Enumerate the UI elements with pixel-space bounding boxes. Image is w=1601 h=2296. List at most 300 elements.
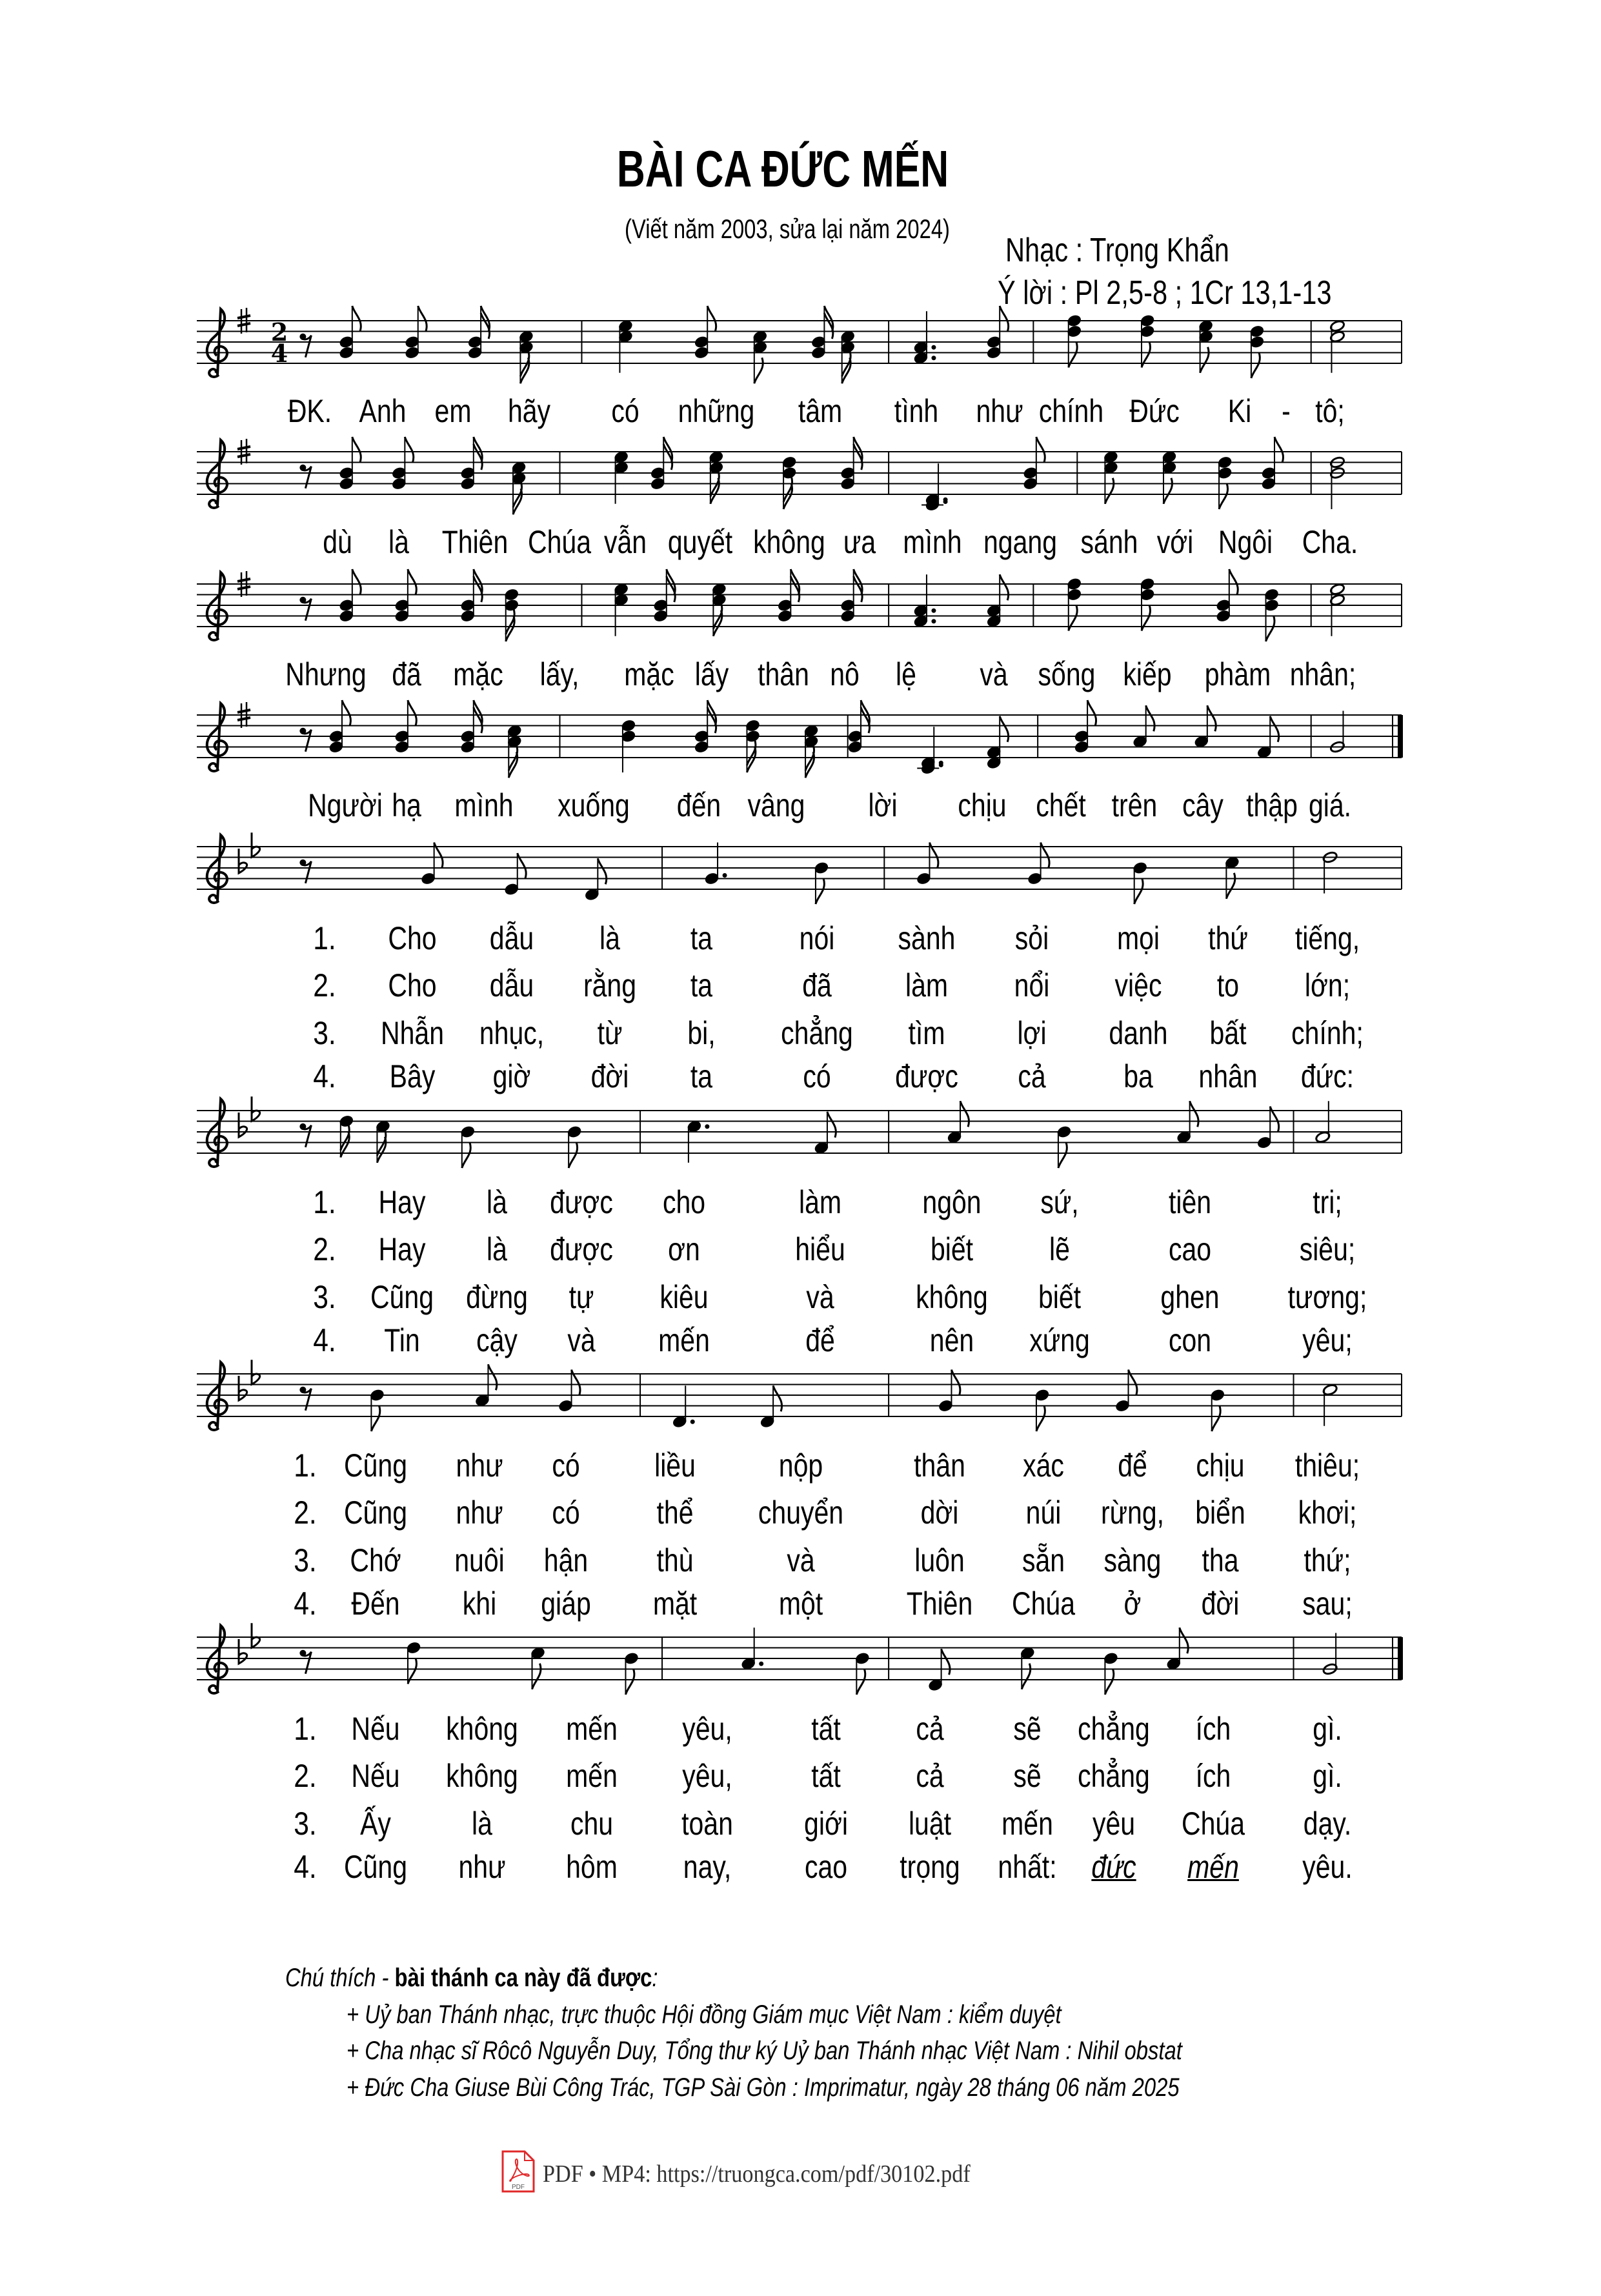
lyric-syllable: chính;: [1291, 1015, 1364, 1051]
lyric-syllable: yêu;: [1302, 1322, 1353, 1358]
note: [405, 306, 427, 359]
note: [460, 437, 483, 490]
note: [511, 461, 527, 514]
lyric-syllable: đức: [1091, 1849, 1136, 1885]
note-flag: [462, 1142, 470, 1168]
lyric-syllable: xác: [1023, 1447, 1065, 1484]
lyric-syllable: Chúa: [1181, 1806, 1245, 1842]
note-flag: [663, 444, 672, 470]
note: [917, 727, 943, 775]
note-flag: [408, 569, 416, 595]
flat-icon: [239, 1639, 247, 1664]
note-flag: [1058, 1142, 1067, 1168]
verse-number: 1.: [313, 920, 336, 956]
lyric-syllable: bi,: [687, 1015, 716, 1051]
lyric-syllable: Hay: [378, 1231, 426, 1267]
pdf-file-icon: [500, 2149, 536, 2194]
note: [840, 437, 863, 490]
note-flag: [1000, 306, 1008, 332]
note: [1074, 700, 1096, 754]
song-title: BÀI CA ĐỨC MẾN: [616, 140, 949, 197]
lyric-syllable: luôn: [914, 1542, 965, 1578]
lyric-syllable: tha: [1202, 1542, 1239, 1578]
lyric-syllable: lấy,: [540, 656, 579, 692]
note: [567, 1125, 582, 1168]
note-flag: [1207, 705, 1216, 731]
note-flag: [854, 444, 862, 470]
sharp-bar: [237, 718, 250, 720]
lyric-syllable: không: [915, 1279, 988, 1315]
annotation-colon: :: [652, 1964, 658, 1992]
note: [1162, 450, 1177, 504]
note-flag: [1270, 716, 1278, 742]
note: [760, 1385, 782, 1429]
lyric-syllable: ngang: [983, 524, 1057, 560]
lyric-syllable: liều: [654, 1447, 696, 1484]
note-flag: [481, 313, 489, 339]
verse-number: 1.: [313, 1184, 336, 1220]
note-flag: [1146, 705, 1154, 731]
annotation-separator: -: [376, 1964, 395, 1992]
note-flag: [532, 1664, 541, 1689]
lyric-syllable: chính: [1039, 393, 1104, 429]
lyric-syllable: nhất:: [998, 1849, 1057, 1885]
note: [1329, 319, 1345, 372]
lyric-syllable: tình: [894, 393, 939, 429]
sharp-bar: [237, 579, 250, 581]
lyric-syllable: vẫn: [604, 524, 647, 560]
flat-icon: [252, 832, 260, 857]
lyric-syllable: đã: [802, 967, 832, 1003]
lyric-syllable: là: [599, 920, 620, 956]
lyric-syllable: lời: [868, 787, 898, 823]
note: [339, 569, 361, 623]
lyric-syllable: Ấy: [360, 1806, 392, 1842]
verse-number: 2.: [294, 1495, 317, 1531]
lyric-syllable: nên: [929, 1322, 974, 1358]
lyric-syllable: sỏi: [1014, 920, 1049, 956]
lyric-syllable: yêu,: [682, 1758, 733, 1794]
flat-icon: [252, 1623, 260, 1647]
flat-path: [252, 1360, 260, 1384]
sharp-bar: [237, 323, 250, 326]
flat-path: [252, 1096, 260, 1121]
note-flag: [474, 707, 482, 733]
note: [507, 724, 522, 778]
note: [467, 306, 490, 359]
flat-path: [239, 1639, 247, 1664]
note: [584, 858, 607, 901]
note: [1056, 1125, 1072, 1168]
note: [1166, 1627, 1189, 1671]
lyric-syllable: xuống: [557, 787, 630, 823]
time-signature-top: 2: [270, 317, 288, 347]
rest-stem: [301, 1389, 311, 1411]
note-flag: [1200, 347, 1209, 373]
lyric-syllable: để: [805, 1322, 835, 1358]
augmentation-dot: [931, 356, 936, 360]
note-flag: [371, 1405, 379, 1431]
lyric-syllable: hiểu: [794, 1231, 845, 1267]
lyric-syllable: cao: [804, 1849, 847, 1885]
note: [1329, 583, 1345, 636]
note-flag: [1226, 873, 1234, 899]
lyric-syllable: hôm: [566, 1849, 618, 1885]
rest-stem: [301, 599, 311, 621]
annotation-item: + Đức Cha Giuse Bùi Công Trác, TGP Sài Gòn : Imprimatur, ngày 28 tháng 06 năm 2025: [347, 2073, 1180, 2102]
note-flag: [474, 576, 482, 602]
lyric-syllable: thể: [656, 1495, 694, 1531]
note: [1217, 456, 1233, 509]
lyric-syllable: có: [611, 393, 640, 429]
note: [1133, 705, 1155, 749]
lyric-syllable: mến: [1002, 1806, 1054, 1842]
staff-system: [197, 1096, 1402, 1168]
treble-clef-icon: [207, 835, 227, 903]
flat-path: [252, 832, 260, 857]
lyric-syllable: làm: [798, 1184, 841, 1220]
note: [339, 437, 361, 490]
lyric-syllable: ích: [1195, 1758, 1231, 1794]
lyric-syllable: là: [487, 1184, 508, 1220]
lyric-syllable: đời: [590, 1058, 629, 1094]
lyric-syllable: sứ,: [1040, 1184, 1079, 1220]
lyric-syllable: ghen: [1160, 1279, 1220, 1315]
flat-path: [239, 1113, 247, 1137]
note: [518, 330, 534, 383]
eighth-rest-icon: [299, 1650, 311, 1674]
lyric-syllable: thập: [1245, 787, 1298, 823]
lyric-syllable: không: [446, 1711, 519, 1747]
lyric-syllable: cho: [662, 1184, 706, 1220]
note: [394, 569, 417, 623]
note-flag: [747, 740, 755, 765]
treble-clef-icon: [207, 1099, 227, 1167]
flat-path: [239, 1376, 247, 1400]
lyric-syllable: ích: [1195, 1711, 1231, 1747]
note: [1067, 577, 1082, 630]
flat-icon: [252, 1096, 260, 1121]
note-flag: [1212, 1405, 1220, 1431]
lyric-syllable: siêu;: [1299, 1231, 1355, 1267]
note-flag: [1251, 352, 1260, 378]
flat-icon: [252, 1360, 260, 1384]
lyric-syllable: nô: [830, 656, 860, 692]
note: [614, 583, 629, 636]
eighth-rest-icon: [299, 597, 311, 621]
verse-number: 4.: [313, 1058, 336, 1094]
note-flag: [1229, 569, 1238, 595]
lyric-syllable: nay,: [683, 1849, 732, 1885]
lyric-syllable: Nếu: [351, 1758, 400, 1794]
note: [1198, 319, 1214, 373]
lyric-syllable: khơi;: [1298, 1495, 1356, 1531]
lyric-syllable: lệ: [896, 656, 917, 692]
lyric-syllable: thân: [758, 656, 809, 692]
note: [339, 1114, 354, 1158]
clef-path: [207, 1362, 227, 1430]
lyric-syllable: Anh: [359, 393, 407, 429]
lyric-syllable: nói: [799, 920, 835, 956]
note: [781, 456, 797, 509]
clef-path: [207, 440, 227, 508]
treble-clef-icon: [207, 440, 227, 508]
note-flag: [856, 1669, 865, 1695]
note-flag: [1105, 1669, 1113, 1695]
note: [928, 1649, 951, 1692]
flat-icon: [239, 1113, 247, 1137]
note: [369, 1388, 385, 1431]
clef-path: [207, 835, 227, 903]
lyric-syllable: lẽ: [1049, 1231, 1071, 1267]
lyric-syllable: mặc: [452, 656, 503, 692]
note-flag: [1036, 437, 1045, 463]
note-flag: [854, 576, 862, 602]
lyric-syllable: chịu: [1196, 1447, 1245, 1484]
lyric-syllable: Đến: [351, 1586, 400, 1622]
staff-system: [197, 306, 1402, 383]
lyric-syllable: tất: [811, 1711, 841, 1747]
lyric-syllable: nhân;: [1289, 656, 1356, 692]
note: [328, 700, 351, 754]
lyric-syllable: và: [787, 1542, 815, 1578]
note: [1034, 1388, 1050, 1431]
lyric-syllable: là: [388, 524, 410, 560]
staff-system: [197, 1623, 1403, 1695]
sharp-bar: [237, 710, 250, 712]
lyric-syllable: Ki: [1227, 393, 1251, 429]
note: [1140, 577, 1155, 630]
time-signature-bottom: 4: [270, 339, 288, 368]
note: [711, 583, 727, 636]
flat-path: [239, 849, 247, 873]
note: [1103, 450, 1118, 504]
verse-number: 1.: [294, 1447, 317, 1484]
lyric-syllable: ở: [1123, 1586, 1142, 1622]
eighth-rest-icon: [299, 860, 311, 883]
note-flag: [1219, 483, 1227, 509]
lyric-syllable: hạ: [391, 787, 421, 823]
lyric-syllable: lợi: [1017, 1015, 1047, 1051]
lyric-syllable: tiếng,: [1294, 920, 1360, 956]
lyric-syllable: mến: [1187, 1849, 1239, 1885]
annotation-item: + Uỷ ban Thánh nhạc, trực thuộc Hội đồng Giám mục Việt Nam : kiểm duyệt: [347, 2000, 1062, 2029]
note: [460, 700, 483, 754]
eighth-rest-icon: [299, 1387, 311, 1411]
sharp-bar: [237, 587, 250, 589]
lyric-syllable: trên: [1111, 787, 1157, 823]
annotation-item: + Cha nhạc sĩ Rôcô Nguyễn Duy, Tổng thư ký Uỷ ban Thánh nhạc Việt Nam : Nihil obstat: [347, 2037, 1182, 2065]
lyric-syllable: vâng: [747, 787, 805, 823]
lyric-syllable: Nếu: [351, 1711, 400, 1747]
lyric-syllable: cậy: [476, 1322, 518, 1358]
note: [1264, 588, 1279, 641]
lyric-syllable: mình: [454, 787, 514, 823]
note: [986, 306, 1009, 359]
note: [1103, 1651, 1118, 1695]
lyric-syllable: tiên: [1168, 1184, 1211, 1220]
augmentation-dot: [931, 619, 936, 623]
lyric-syllable: rằng: [583, 967, 636, 1003]
rest-stem: [301, 861, 311, 883]
note-flag: [405, 437, 413, 463]
note: [1210, 1388, 1225, 1431]
lyric-syllable: thù: [656, 1542, 694, 1578]
lyric-syllable: biết: [930, 1231, 973, 1267]
note: [1067, 314, 1082, 367]
note: [694, 700, 716, 754]
note: [1261, 437, 1284, 490]
lyric-syllable: dù: [323, 524, 353, 560]
annotation-heading: [285, 1965, 658, 1991]
lyric-syllable: chịu: [958, 787, 1007, 823]
lyric-syllable: tri;: [1312, 1184, 1342, 1220]
staff-system: [197, 832, 1402, 904]
note-flag: [824, 313, 832, 339]
treble-clef-icon: [207, 703, 227, 771]
lyric-syllable: nuôi: [454, 1542, 505, 1578]
lyric-syllable: Cha.: [1302, 524, 1358, 560]
note-flag: [474, 444, 482, 470]
rest-stem: [301, 730, 311, 752]
note-flag: [1036, 1405, 1045, 1431]
lyric-syllable: được: [895, 1058, 958, 1094]
note: [752, 330, 768, 383]
lyric-syllable: và: [806, 1279, 834, 1315]
note: [1315, 1101, 1331, 1143]
verse-number: 1.: [294, 1711, 317, 1747]
lyric-syllable: là: [487, 1231, 508, 1267]
note-flag: [352, 569, 361, 595]
lyric-syllable: biết: [1038, 1279, 1082, 1315]
note: [847, 700, 870, 754]
note: [803, 724, 819, 778]
note-flag: [707, 707, 716, 733]
note-flag: [667, 576, 675, 602]
lyric-syllable: quyết: [667, 524, 733, 560]
eighth-rest-icon: [299, 334, 311, 357]
note: [618, 319, 633, 373]
rest-stem: [301, 1652, 311, 1674]
lyric-syllable: lớn;: [1304, 967, 1350, 1003]
note: [1249, 325, 1265, 378]
verse-number: 3.: [294, 1542, 317, 1578]
lyric-syllable: giới: [803, 1806, 848, 1842]
sharp-bar: [237, 447, 250, 449]
note: [741, 1627, 764, 1671]
lyric-syllable: sẽ: [1013, 1711, 1042, 1747]
note: [840, 330, 856, 383]
augmentation-dot: [931, 345, 936, 350]
lyric-syllable: nhục,: [479, 1015, 544, 1051]
annotation-heading-text: bài thánh ca này đã được: [394, 1964, 652, 1992]
lyric-syllable: cả: [915, 1711, 944, 1747]
lyric-syllable: tìm: [908, 1015, 945, 1051]
lyric-syllable: Đức: [1129, 393, 1180, 429]
note: [460, 569, 483, 623]
note: [1224, 856, 1240, 899]
verse-number: 2.: [313, 967, 336, 1003]
lyric-syllable: làm: [905, 967, 949, 1003]
verse-number: 3.: [294, 1806, 317, 1842]
lyric-syllable: tất: [811, 1758, 841, 1794]
note: [913, 574, 936, 628]
eighth-rest-icon: [299, 465, 311, 488]
note-flag: [598, 858, 606, 884]
note: [672, 1385, 695, 1429]
treble-clef-icon: [207, 309, 227, 377]
lyric-syllable: nhân: [1198, 1058, 1258, 1094]
note-flag: [342, 700, 350, 726]
flat-icon: [239, 1376, 247, 1400]
lyric-syllable: mến: [566, 1711, 618, 1747]
note: [687, 1120, 710, 1163]
lyric-syllable: kiếp: [1123, 656, 1172, 692]
note-flag: [1000, 574, 1008, 600]
note: [814, 861, 829, 904]
lyric-syllable: mọi: [1117, 920, 1160, 956]
rest-stem: [301, 467, 311, 488]
note: [650, 437, 672, 490]
lyric-syllable: đời: [1201, 1586, 1240, 1622]
verse-number: 4.: [294, 1586, 317, 1622]
flat-path: [252, 1623, 260, 1647]
lyric-syllable: xứng: [1029, 1322, 1090, 1358]
lyric-syllable: không: [446, 1758, 519, 1794]
note: [504, 588, 519, 641]
note: [1322, 1384, 1338, 1426]
lyric-syllable: dạy.: [1303, 1806, 1351, 1842]
note-flag: [1000, 716, 1008, 742]
lyric-syllable: toàn: [681, 1806, 734, 1842]
augmentation-dot: [690, 1420, 695, 1424]
verse-number: 3.: [313, 1279, 336, 1315]
lyric-syllable: trọng: [899, 1849, 960, 1885]
augmentation-dot: [939, 761, 943, 765]
lyric-syllable: Ngôi: [1218, 524, 1273, 560]
lyric-syllable: ba: [1123, 1058, 1154, 1094]
note-flag: [941, 1649, 950, 1675]
lyric-syllable: như: [458, 1849, 506, 1885]
lyric-syllable: Cũng: [344, 1849, 408, 1885]
lyric-syllable: Cũng: [344, 1447, 408, 1484]
lyric-syllable: lấy: [694, 656, 729, 692]
lyric-syllable: chết: [1036, 787, 1087, 823]
lyric-syllable: như: [456, 1447, 503, 1484]
lyric-syllable: sàng: [1103, 1542, 1162, 1578]
lyric-syllable: sánh: [1080, 524, 1138, 560]
eighth-rest-icon: [299, 1123, 311, 1147]
note-flag: [773, 1385, 781, 1411]
lyric-syllable: giáp: [540, 1586, 591, 1622]
note-flag: [827, 1112, 836, 1138]
note-flag: [707, 306, 716, 332]
lyric-syllable: cả: [1018, 1058, 1046, 1094]
note-flag: [1134, 878, 1143, 904]
lyric-syllable: chẳng: [1078, 1711, 1150, 1747]
note: [460, 1125, 476, 1168]
lyric-syllable: Chúa: [528, 524, 592, 560]
note: [1194, 705, 1216, 749]
lyric-syllable: được: [550, 1184, 614, 1220]
footer-url-text[interactable]: PDF • MP4: https://truongca.com/pdf/30102.pdf: [543, 2160, 971, 2188]
lyric-syllable: việc: [1114, 967, 1162, 1003]
clef-path: [207, 309, 227, 377]
augmentation-dot: [759, 1662, 763, 1666]
lyric-syllable: một: [779, 1586, 823, 1622]
note-flag: [625, 1669, 634, 1695]
lyric-syllable: sành: [898, 920, 956, 956]
